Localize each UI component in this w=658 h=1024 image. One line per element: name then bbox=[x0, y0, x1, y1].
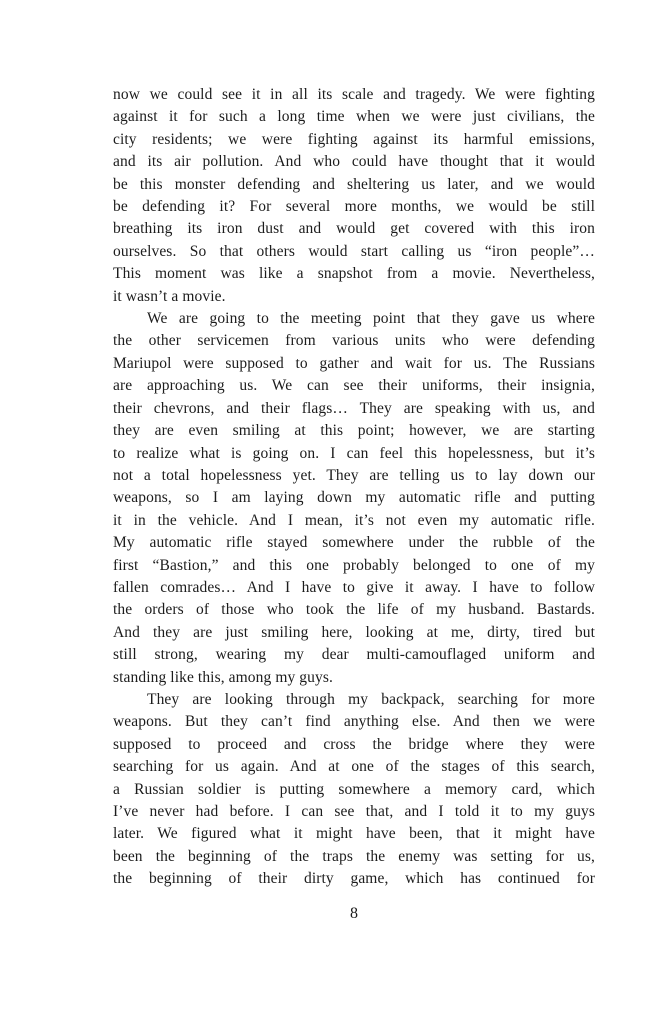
text-line: breathing its iron dust and would get covered with this iron bbox=[113, 220, 595, 238]
text-line: searching for us again. And at one of the stages of this search, bbox=[113, 758, 595, 776]
text-line: a Russian soldier is putting somewhere a memory card, which bbox=[113, 780, 595, 798]
text-line: weapons, so I am laying down my automatic rifle and putting bbox=[113, 489, 595, 507]
text-line: their chevrons, and their flags… They are speaking with us, and bbox=[113, 399, 595, 417]
text-line: later. We figured what it might have been, that it might have bbox=[113, 825, 595, 843]
text-line: been the beginning of the traps the enemy was setting for us, bbox=[113, 847, 595, 865]
text-line: This moment was like a snapshot from a movie. Nevertheless, bbox=[113, 265, 595, 283]
text-line: supposed to proceed and cross the bridge where they were bbox=[113, 735, 595, 753]
page-body bbox=[113, 84, 595, 924]
text-line: ourselves. So that others would start calling us “iron people”… bbox=[113, 242, 595, 260]
text-line: And they are just smiling here, looking at me, dirty, tired but bbox=[113, 623, 595, 641]
page-number: 8 bbox=[350, 904, 358, 922]
text-line: We are going to the meeting point that they gave us where bbox=[147, 310, 595, 328]
text-line: the orders of those who took the life of my husband. Bastards. bbox=[113, 601, 595, 619]
paragraph bbox=[113, 84, 595, 308]
text-line: are approaching us. We can see their uniforms, their insignia, bbox=[113, 377, 595, 395]
text-line: against it for such a long time when we were just civilians, the bbox=[113, 108, 595, 126]
text-line: first “Bastion,” and this one probably belonged to one of my bbox=[113, 556, 595, 574]
text-line: to realize what is going on. I can feel this hopelessness, but it’s bbox=[113, 444, 595, 462]
text-line: They are looking through my backpack, searching for more bbox=[147, 690, 595, 708]
text-line: Mariupol were supposed to gather and wait for us. The Russians bbox=[113, 354, 595, 372]
text-line: My automatic rifle stayed somewhere under the rubble of the bbox=[113, 534, 595, 552]
text-line: it in the vehicle. And I mean, it’s not even my automatic rifle. bbox=[113, 511, 595, 529]
text-line: weapons. But they can’t find anything else. And then we were bbox=[113, 713, 595, 731]
paragraph bbox=[113, 308, 595, 689]
text-line: and its air pollution. And who could have thought that it would bbox=[113, 153, 595, 171]
text-line: city residents; we were fighting against its harmful emissions, bbox=[113, 130, 595, 148]
text-line: still strong, wearing my dear multi-camouflaged uniform and bbox=[113, 646, 595, 664]
text-line: the other servicemen from various units who were defending bbox=[113, 332, 595, 350]
text-line: not a total hopelessness yet. They are telling us to lay down our bbox=[113, 466, 595, 484]
text-line: be defending it? For several more months, we would be still bbox=[113, 198, 595, 216]
text-line: they are even smiling at this point; however, we are starting bbox=[113, 422, 595, 440]
text-line: now we could see it in all its scale and tragedy. We were fighting bbox=[113, 86, 595, 103]
text-line: standing like this, among my guys. bbox=[113, 668, 333, 686]
text-line: fallen comrades… And I have to give it away. I have to follow bbox=[113, 578, 595, 596]
paragraph bbox=[113, 689, 595, 891]
text-line: be this monster defending and sheltering us later, and we would bbox=[113, 175, 595, 193]
text-line: it wasn’t a movie. bbox=[113, 287, 226, 305]
text-line: the beginning of their dirty game, which has continued for bbox=[113, 870, 595, 888]
text-block bbox=[113, 84, 595, 891]
text-line: I’ve never had before. I can see that, and I told it to my guys bbox=[113, 803, 595, 820]
